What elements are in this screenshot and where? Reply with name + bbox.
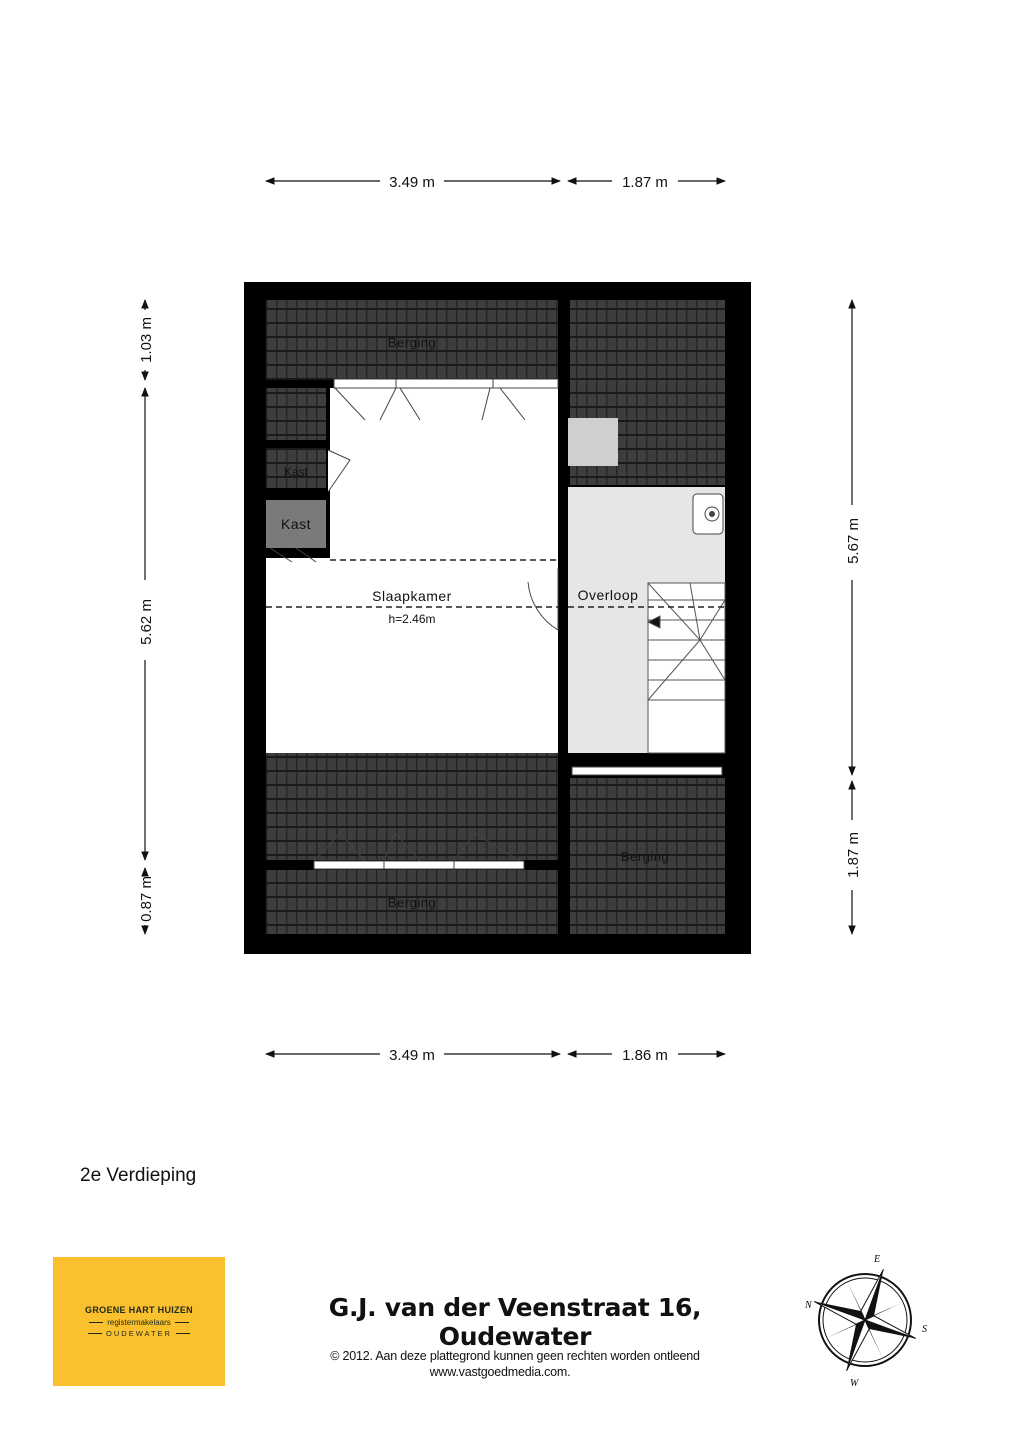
copyright-notice: © 2012. Aan deze plattegrond kunnen geen rechten worden ontleend — [330, 1349, 700, 1363]
dimension-left-bottom: 0.87 m — [138, 876, 155, 922]
toilet — [693, 494, 723, 534]
bedroom-floor — [330, 388, 558, 560]
dimension-left-middle: 5.62 m — [138, 599, 155, 645]
dimension-left-top: 1.03 m — [138, 317, 155, 363]
dimension-right-bottom: 1.87 m — [845, 832, 862, 878]
compass-icon — [790, 1250, 930, 1390]
floor-label: 2e Verdieping — [80, 1165, 197, 1186]
label-kast-2: Kast — [280, 516, 312, 532]
compass-s: S — [922, 1324, 927, 1335]
dimension-bottom-right: 1.86 m — [622, 1047, 668, 1064]
label-overloop: Overloop — [577, 587, 639, 603]
logo-line-3: OUDEWATER — [88, 1329, 190, 1338]
brand-logo — [53, 1257, 225, 1386]
label-kast-1: Kast — [283, 465, 309, 479]
logo-line-1: GROENE HART HUIZEN — [85, 1305, 193, 1315]
label-slaapkamer: Slaapkamer — [372, 588, 452, 604]
dimension-bottom-left: 3.49 m — [389, 1047, 435, 1064]
label-slaapkamer-height: h=2.46m — [388, 612, 436, 626]
website-link: www.vastgoedmedia.com. — [429, 1365, 571, 1379]
dimension-right-top: 5.67 m — [845, 518, 862, 564]
label-berging-right: Berging — [620, 849, 670, 864]
compass-e: E — [874, 1254, 881, 1265]
compass-w: W — [850, 1378, 859, 1389]
address-title: G.J. van der Veenstraat 16, Oudewater — [328, 1293, 702, 1351]
dimension-top-left: 3.49 m — [389, 174, 435, 191]
dimension-top-right: 1.87 m — [622, 174, 668, 191]
window-landing — [572, 767, 722, 775]
shaft — [568, 418, 618, 466]
staircase — [648, 583, 725, 753]
roof-area-bottom-left — [266, 753, 558, 860]
compass-n: N — [805, 1300, 812, 1311]
roof-area-kast-left — [266, 388, 326, 440]
label-berging-top: Berging — [387, 335, 437, 350]
logo-line-2: registermakelaars — [89, 1318, 189, 1327]
label-berging-bottom: Berging — [387, 895, 437, 910]
